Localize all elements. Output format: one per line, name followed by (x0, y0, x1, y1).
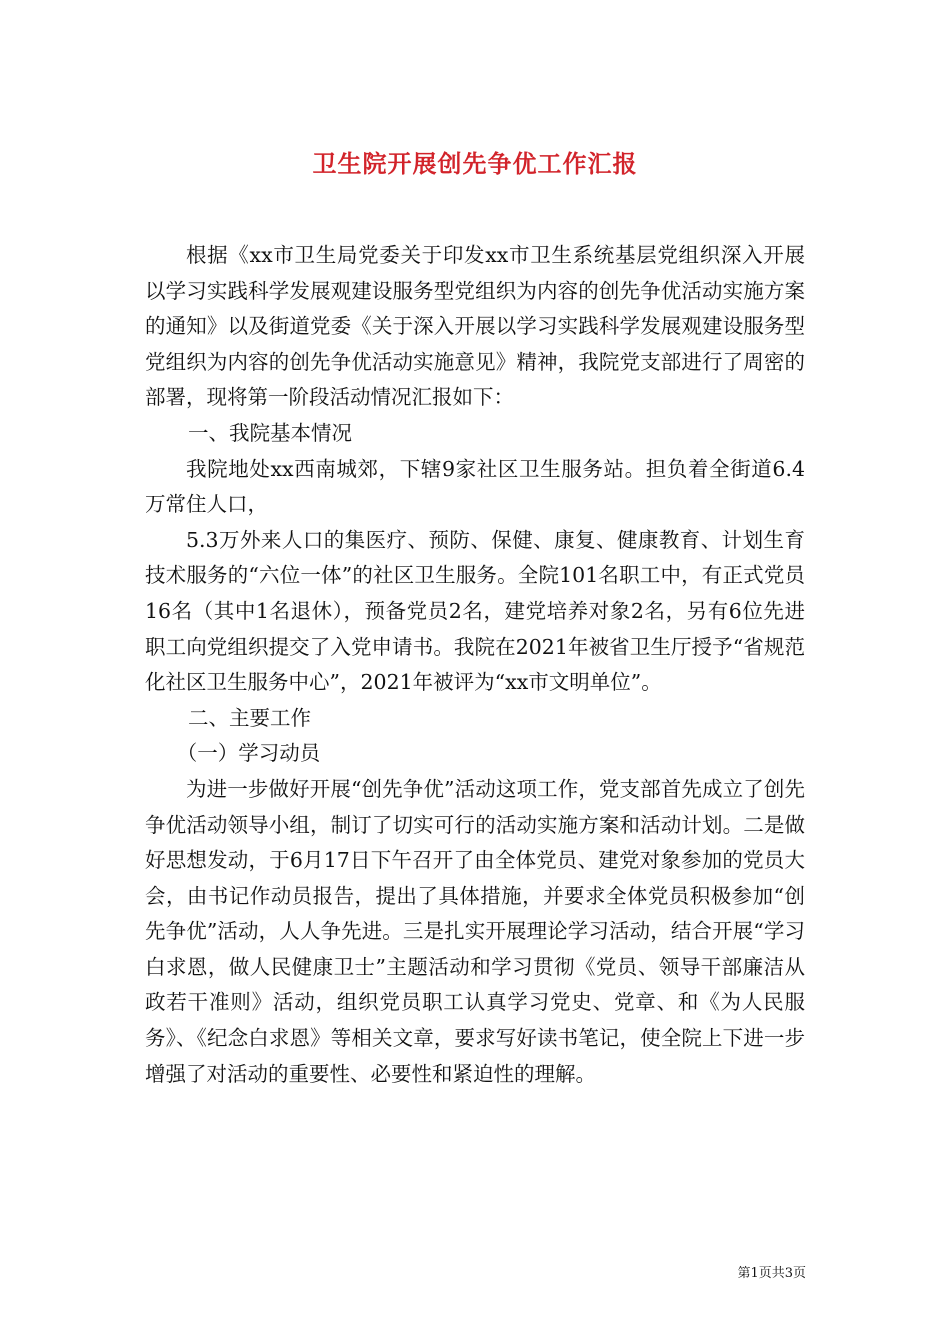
section-heading-main-work: 二、主要工作 (188, 705, 312, 730)
page-number: 第1页共3页 (737, 1266, 806, 1281)
section-heading-basic-info: 一、我院基本情况 (188, 420, 353, 445)
document-title: 卫生院开展创先争优工作汇报 (312, 149, 638, 179)
paragraph-intro: 根据《xx市卫生局党委关于印发xx市卫生系统基层党组织深入开展以学习实践科学发展观建设服务型党组织为内容的创先争优活动实施方案的通知》以及街道党委《关于深入开展以学习实践科学发展观建设服务型党组织为内容的创先争优活动实施意见》精神，我院党支部进行了周密的部署，现将第一阶段活动情况汇报如下： (145, 243, 805, 410)
document-body (145, 238, 805, 1092)
paragraph-study-details: 为进一步做好开展“创先争优”活动这项工作，党支部首先成立了创先争优活动领导小组，制订了切实可行的活动实施方案和活动计划。二是做好思想发动，于6月17日下午召开了由全体党员、建党对象参加的党员大会，由书记作动员报告，提出了具体措施，并要求全体党员积极参加“创先争优”活动，人人争先进。三是扎实开展理论学习活动，结合开展“学习白求恩，做人民健康卫士”主题活动和学习贯彻《党员、领导干部廉洁从政若干准则》活动，组织党员职工认真学习党史、党章、和《为人民服务》、《纪念白求恩》等相关文章，要求写好读书笔记，使全院上下进一步增强了对活动的重要性、必要性和紧迫性的理解。 (145, 776, 805, 1086)
paragraph-staff: 5.3万外来人口的集医疗、预防、保健、康复、健康教育、计划生育技术服务的“六位一体”的社区卫生服务。全院101名职工中，有正式党员16名（其中1名退休），预备党员2名，建党培养对象2名，另有6位先进职工向党组织提交了入党申请书。我院在2021年被省卫生厅授予“省规范化社区卫生服务中心”，2021年被评为“xx市文明单位”。 (145, 527, 805, 695)
paragraph-location: 我院地处xx西南城郊，下辖9家社区卫生服务站。担负着全街道6.4万常住人口， (145, 456, 805, 517)
subsection-heading-study: （一）学习动员 (176, 741, 321, 766)
